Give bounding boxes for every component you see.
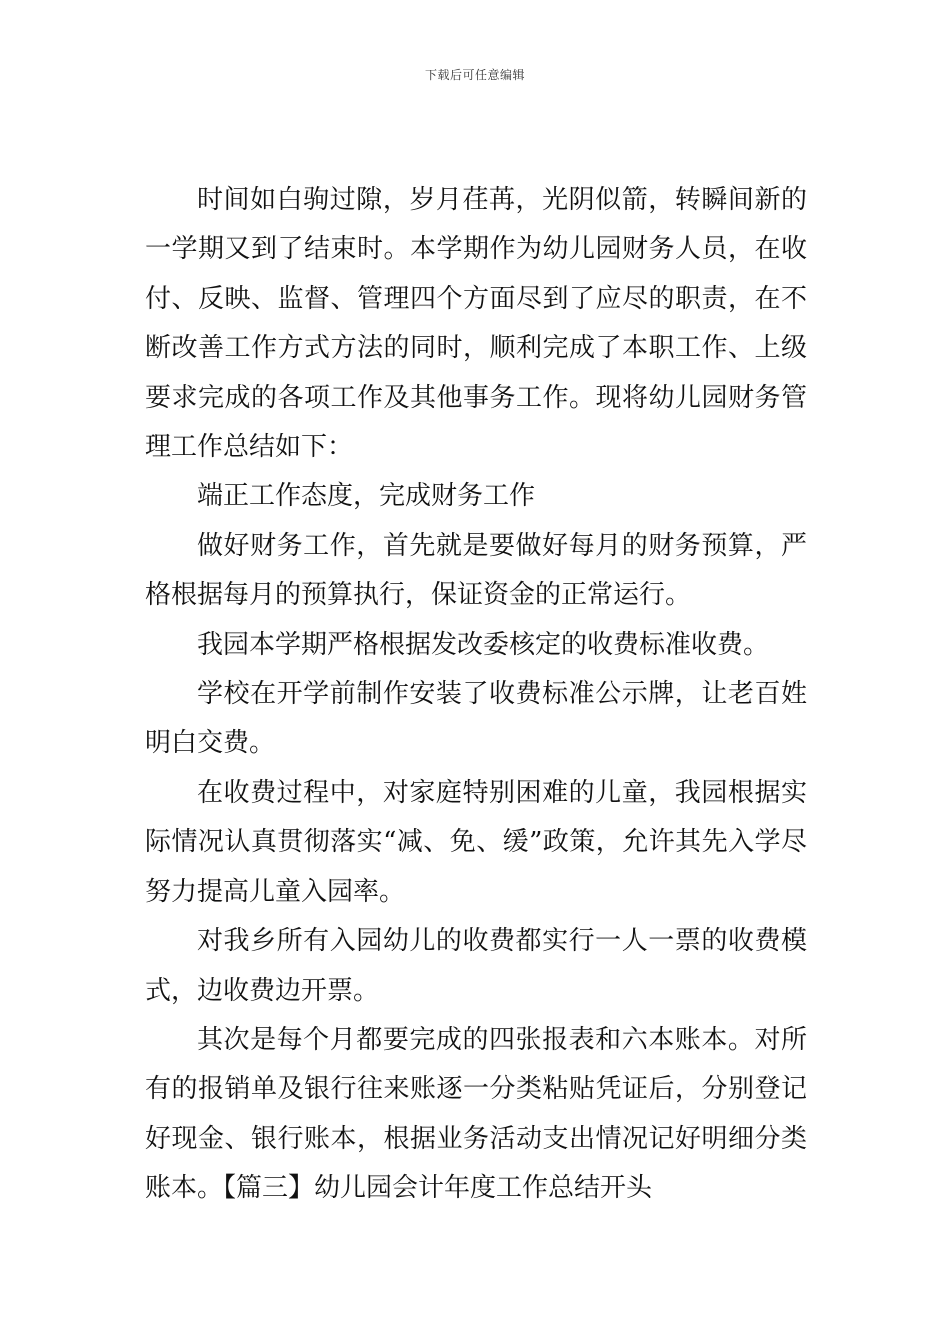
page-header: 下载后可任意编辑 xyxy=(424,68,525,82)
paragraph-intro: 时间如白驹过隙，岁月荏苒，光阴似箭，转瞬间新的一学期又到了结束时。本学期作为幼儿园财务人员，在收付、反映、监督、管理四个方面尽到了应尽的职责，在不断改善工作方式方法的同时，顺利完成了本职工作、上级要求完成的各项工作及其他事务工作。现将幼儿园财务管理工作总结如下： xyxy=(145,185,807,463)
document-body xyxy=(145,176,807,1214)
paragraph-fee-board: 学校在开学前制作安装了收费标准公示牌，让老百姓明白交费。 xyxy=(145,679,807,759)
paragraph-fee-standard: 我园本学期严格根据发改委核定的收费标准收费。 xyxy=(197,629,770,660)
paragraph-reports: 其次是每个月都要完成的四张报表和六本账本。对所有的报销单及银行往来账逐一分类粘贴凭证后，分别登记好现金、银行账本，根据业务活动支出情况记好明细分类账本。【篇三】幼儿园会计年度工作总结开头 xyxy=(145,1024,807,1204)
section-heading: 端正工作态度，完成财务工作 xyxy=(197,481,536,512)
paragraph-ticketing: 对我乡所有入园幼儿的收费都实行一人一票的收费模式，边收费边开票。 xyxy=(145,926,807,1006)
paragraph-fee-policy: 在收费过程中，对家庭特别困难的儿童，我园根据实际情况认真贯彻落实“减、免、缓”政策，允许其先入学尽努力提高儿童入园率。 xyxy=(145,777,807,907)
paragraph-budget: 做好财务工作，首先就是要做好每月的财务预算，严格根据每月的预算执行，保证资金的正常运行。 xyxy=(145,530,807,611)
